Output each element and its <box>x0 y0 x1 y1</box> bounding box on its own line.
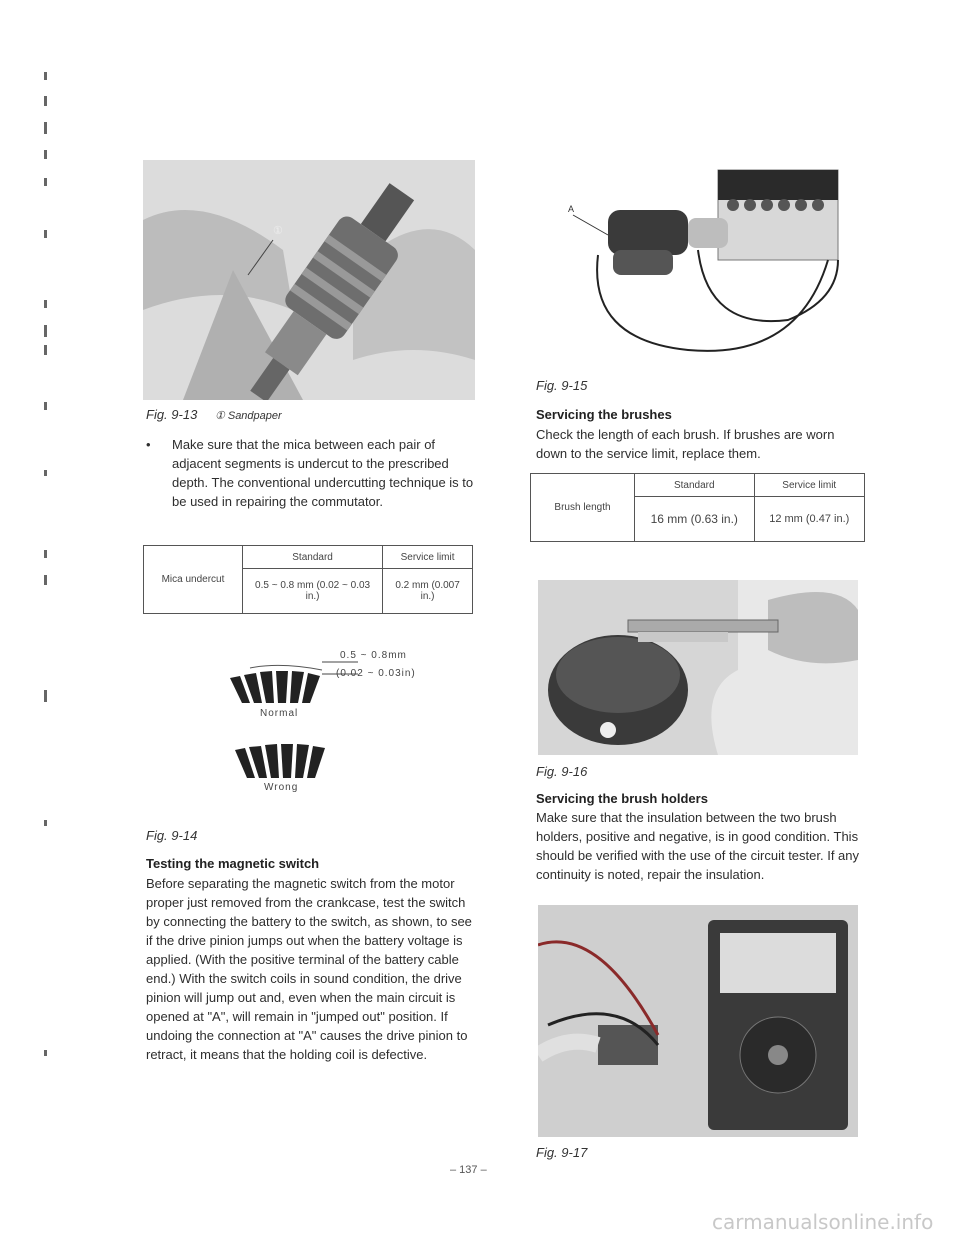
brush-col-standard: Standard <box>635 474 755 497</box>
fig-9-14-caption: Fig. 9-14 <box>146 828 198 843</box>
fig-9-13-note: ① Sandpaper <box>214 410 282 422</box>
fig-9-17-caption: Fig. 9-17 <box>536 1145 588 1160</box>
brush-standard-value: 16 mm (0.63 in.) <box>635 497 755 542</box>
magnetic-heading: Testing the magnetic switch <box>146 856 320 871</box>
mica-col-standard: Standard <box>243 546 383 569</box>
callout-1: ① <box>273 225 283 237</box>
brush-spec-table <box>530 473 865 542</box>
holders-heading: Servicing the brush holders <box>536 791 708 806</box>
holders-body: Make sure that the insulation between the two brush holders, positive and negative, is in good condition. This should be verified with the use of the circuit tester. If any continuity is noted, repair the insulation. <box>536 810 860 882</box>
mica-col-limit: Service limit <box>383 546 473 569</box>
dimension-mm: 0.5 ~ 0.8mm <box>340 650 407 661</box>
wrong-label: Wrong <box>264 782 299 793</box>
dimension-in: (0.02 ~ 0.03in) <box>336 668 416 679</box>
fig-9-16-photo <box>538 580 858 755</box>
mica-standard-value: 0.5 ~ 0.8 mm (0.02 ~ 0.03 in.) <box>243 569 383 614</box>
wrong-segments <box>235 744 325 778</box>
mica-row-label: Mica undercut <box>144 546 243 614</box>
mica-limit-value: 0.2 mm (0.007 in.) <box>383 569 473 614</box>
magnetic-body: Before separating the magnetic switch from the motor proper just removed from the crankcase, test the switch by connecting the battery to the switch, as shown, to see if the drive pinion jumps out when the battery voltage is applied. (With the positive terminal of the battery cable end.) With the switch coils in sound condition, the drive pinion will jump out and, even when the main circuit is opened at "A", will remain in "jumped out" position. If undoing the connection at "A" causes the drive pinion to retract, it means that the holding coil is defective. <box>146 876 472 1062</box>
mica-bullet-text: Make sure that the mica between each pair of adjacent segments is undercut to the prescribed depth. The conventional undercutting technique is to be used in repairing the commutator. <box>172 437 474 509</box>
brushes-heading: Servicing the brushes <box>536 407 672 422</box>
mica-bullet <box>146 435 476 511</box>
watermark: carmanualsonline.info <box>712 1210 934 1234</box>
fig-9-13-caption <box>146 407 282 422</box>
mica-spec-table <box>143 545 473 614</box>
fig-9-13-photo <box>143 160 475 400</box>
fig-9-15-caption: Fig. 9-15 <box>536 378 588 393</box>
bullet-icon: • <box>146 437 151 452</box>
brush-row-label: Brush length <box>531 474 635 542</box>
normal-label: Normal <box>260 708 299 719</box>
brushes-body: Check the length of each brush. If brushes are worn down to the service limit, replace them. <box>536 427 835 461</box>
fig-9-16-caption: Fig. 9-16 <box>536 764 588 779</box>
fig-9-13-label: Fig. 9-13 <box>146 407 198 422</box>
fig-9-15-photo <box>538 160 858 370</box>
brush-limit-value: 12 mm (0.47 in.) <box>754 497 865 542</box>
callout-a: A <box>568 204 575 214</box>
brush-col-limit: Service limit <box>754 474 865 497</box>
undercut-diagram <box>230 648 460 798</box>
fig-9-17-photo <box>538 905 858 1137</box>
page-number: – 137 – <box>450 1164 487 1176</box>
